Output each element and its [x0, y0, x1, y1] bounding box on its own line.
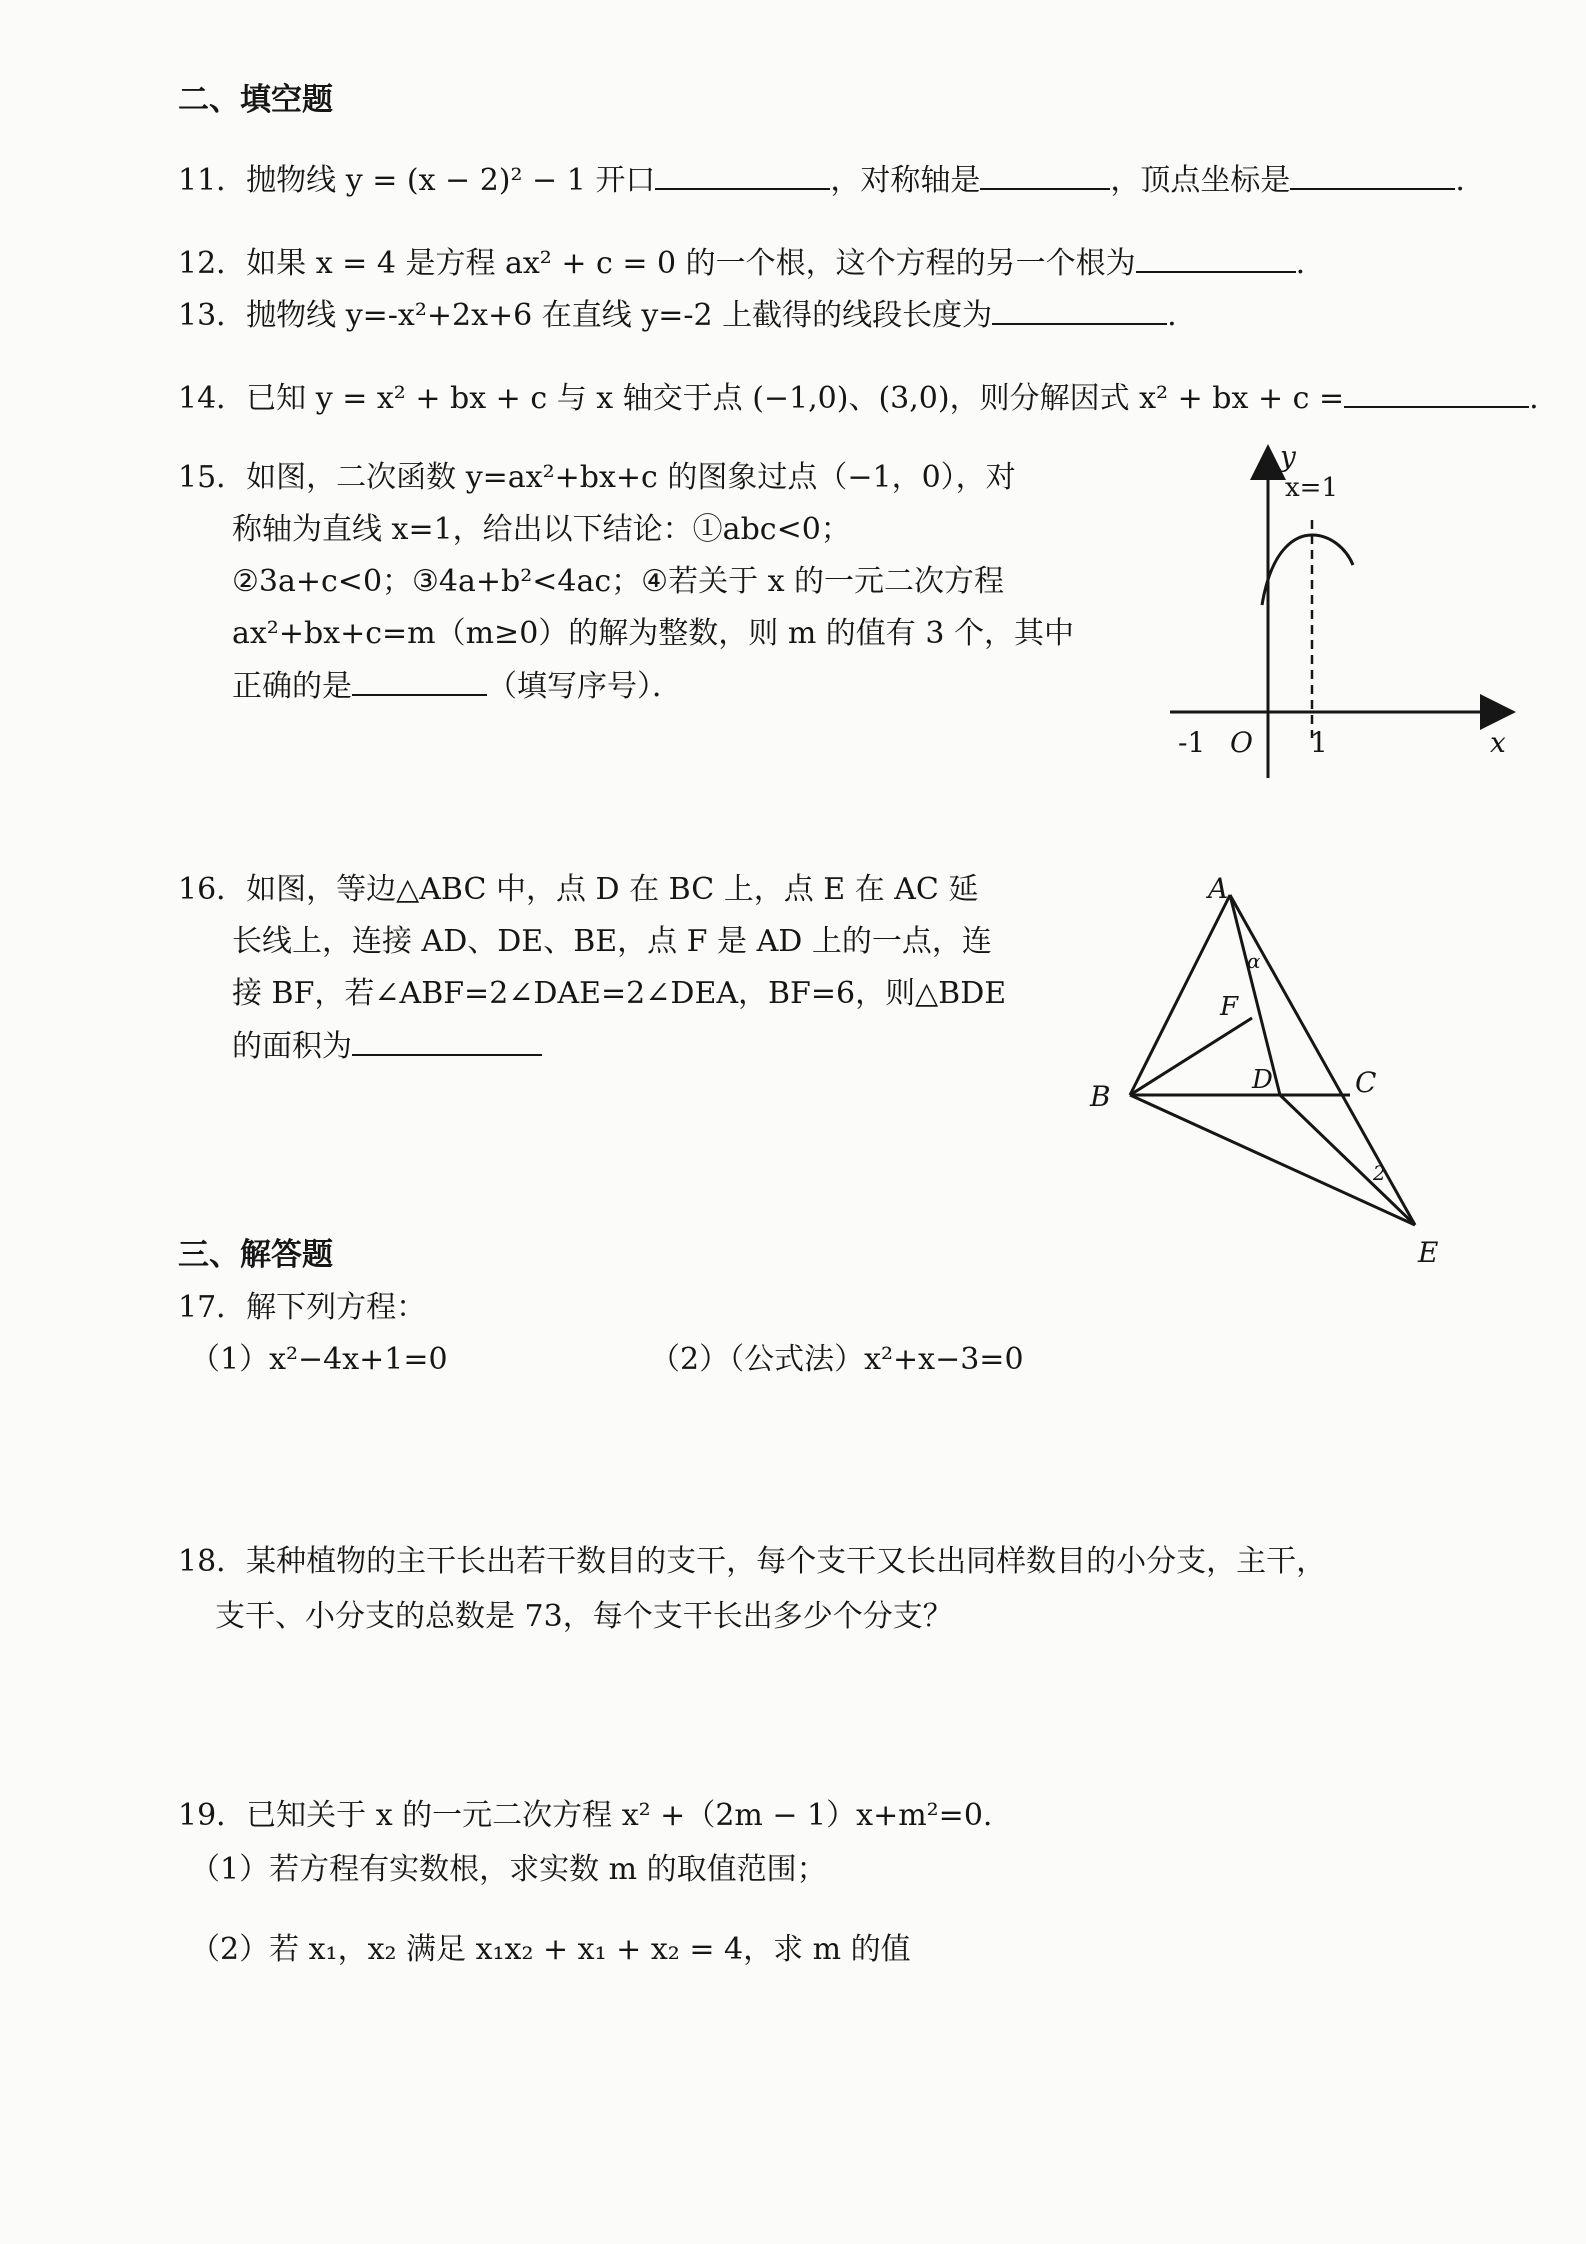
q13-text: 13．抛物线 y=-x²+2x+6 在直线 y=-2 上截得的线段长度为 — [178, 298, 993, 333]
q11-text-3: ，顶点坐标是 — [1110, 163, 1291, 198]
q16-line-2: 长线上，连接 AD、DE、BE，点 F 是 AD 上的一点，连 — [232, 924, 992, 959]
q13-blank[interactable] — [992, 295, 1167, 325]
q16-label-b: B — [1090, 1080, 1111, 1113]
q11-blank-opening[interactable] — [655, 160, 830, 190]
q15-blank[interactable] — [352, 666, 487, 696]
q15-text-b: （填写序号）． — [487, 669, 682, 704]
q17-part-2: （2）（公式法）x²+x−3=0 — [650, 1342, 1024, 1377]
q13-end: . — [1167, 298, 1177, 333]
q18-line-1: 18．某种植物的主干长出若干数目的支干，每个支干又长出同样数目的小分支，主干， — [178, 1544, 1327, 1579]
question-14 — [178, 378, 1539, 419]
q16-blank[interactable] — [352, 1026, 542, 1056]
q14-blank[interactable] — [1344, 378, 1529, 408]
question-13 — [178, 295, 1177, 336]
q16-angle-mark-1: α — [1247, 949, 1261, 973]
q16-segment-de — [1280, 1095, 1415, 1225]
section-title-solutions: 三、解答题 — [178, 1237, 333, 1273]
question-12 — [178, 243, 1305, 284]
q19-line-1: 19．已知关于 x 的一元二次方程 x² +（2m − 1）x+m²=0. — [178, 1798, 993, 1833]
q16-label-d: D — [1252, 1065, 1273, 1095]
q15-text-a: 正确的是 — [232, 669, 352, 704]
q16-label-a: A — [1208, 872, 1229, 905]
q14-end: . — [1529, 381, 1539, 416]
q17-title: 17．解下列方程： — [178, 1290, 427, 1325]
q16-label-c: C — [1355, 1066, 1377, 1099]
q16-triangle-figure — [1080, 870, 1460, 1270]
q15-line-1: 15．如图，二次函数 y=ax²+bx+c 的图象过点（−1，0），对 — [178, 460, 1016, 495]
q11-end: . — [1455, 163, 1465, 198]
q15-y-label: y — [1280, 440, 1296, 473]
q16-label-e: E — [1418, 1236, 1439, 1269]
q16-line-1: 16．如图，等边△ABC 中，点 D 在 BC 上，点 E 在 AC 延 — [178, 872, 979, 907]
q15-x-label: x — [1490, 726, 1506, 759]
q12-text: 12．如果 x = 4 是方程 ax² + c = 0 的一个根，这个方程的另一个根为 — [178, 246, 1136, 281]
q16-angle-mark-2: 2 — [1373, 1161, 1386, 1185]
question-11 — [178, 160, 1465, 201]
q16-label-f: F — [1220, 992, 1239, 1022]
q15-parabola-curve — [1262, 535, 1353, 605]
q16-line-3: 接 BF，若∠ABF=2∠DAE=2∠DEA，BF=6，则△BDE — [232, 976, 1007, 1011]
q16-side-ac-extended — [1230, 895, 1415, 1225]
q11-blank-vertex[interactable] — [1290, 160, 1455, 190]
q15-parabola-figure — [1160, 440, 1520, 790]
q11-text-2: ，对称轴是 — [830, 163, 981, 198]
q15-neg-one-label: -1 — [1178, 726, 1206, 759]
q16-segment-be — [1130, 1095, 1415, 1225]
q15-origin-label: O — [1230, 726, 1253, 759]
q16-line-4 — [232, 1026, 542, 1067]
q19-part-2: （2）若 x₁，x₂ 满足 x₁x₂ + x₁ + x₂ = 4，求 m 的值 — [190, 1932, 911, 1967]
section-title-fill-in: 二、填空题 — [178, 82, 333, 118]
q12-end: . — [1295, 246, 1306, 281]
q14-text: 14．已知 y = x² + bx + c 与 x 轴交于点 (−1,0)、(3,0)，则分解因式 x² + bx + c = — [178, 381, 1345, 416]
q19-part-1: （1）若方程有实数根，求实数 m 的取值范围； — [190, 1852, 827, 1887]
q15-line-5 — [232, 666, 682, 707]
q15-line-3: ②3a+c<0；③4a+b²<4ac；④若关于 x 的一元二次方程 — [232, 564, 1005, 599]
q11-text-1: 11．抛物线 y = (x − 2)² − 1 开口 — [178, 163, 656, 198]
q15-axis-line-label: x=1 — [1285, 473, 1338, 503]
q12-blank[interactable] — [1136, 243, 1296, 273]
q18-line-2: 支干、小分支的总数是 73，每个支干长出多少个分支？ — [215, 1599, 953, 1634]
q11-blank-axis[interactable] — [980, 160, 1110, 190]
q17-part-1: （1）x²−4x+1=0 — [190, 1342, 448, 1377]
q16-text: 的面积为 — [232, 1029, 352, 1064]
q15-line-4: ax²+bx+c=m（m≥0）的解为整数，则 m 的值有 3 个，其中 — [232, 616, 1074, 651]
q15-line-2: 称轴为直线 x=1，给出以下结论：①abc<0； — [232, 512, 851, 547]
q15-one-label: 1 — [1310, 726, 1328, 759]
